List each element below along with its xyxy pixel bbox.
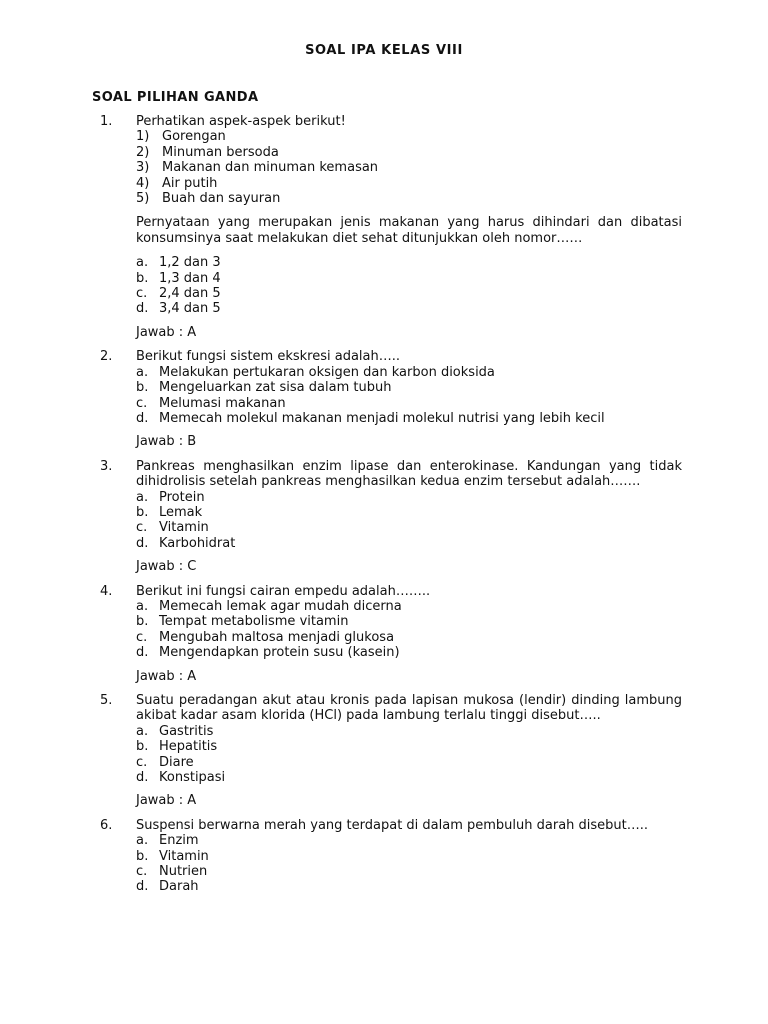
question-2 xyxy=(92,349,682,449)
aspect-list xyxy=(136,129,682,206)
item-number: 1) xyxy=(136,129,150,145)
option-text: Darah xyxy=(159,879,199,895)
option-text: Tempat metabolisme vitamin xyxy=(159,614,349,630)
question-5 xyxy=(92,693,682,809)
option-list xyxy=(136,724,682,786)
option-letter: d. xyxy=(136,879,149,895)
option-letter: d. xyxy=(136,301,149,317)
option-text: 1,2 dan 3 xyxy=(159,255,221,271)
question-6 xyxy=(92,818,682,895)
question-text: Berikut fungsi sistem ekskresi adalah….. xyxy=(136,349,401,365)
option-item xyxy=(136,271,682,286)
question-paragraph: Pernyataan yang merupakan jenis makanan yang harus dihindari dan dibatasi konsumsinya saat melakukan diet sehat ditunjukkan oleh nomor…… xyxy=(136,215,682,246)
option-item xyxy=(136,864,682,879)
list-item xyxy=(136,176,682,191)
question-number: 4. xyxy=(100,583,113,599)
option-list xyxy=(136,599,682,661)
question-list xyxy=(92,114,682,904)
option-text: Nutrien xyxy=(159,864,208,880)
option-text: Protein xyxy=(159,489,205,505)
option-letter: d. xyxy=(136,410,149,426)
option-letter: b. xyxy=(136,504,149,520)
option-text: Mengeluarkan zat sisa dalam tubuh xyxy=(159,380,392,396)
option-letter: c. xyxy=(136,754,148,770)
option-item xyxy=(136,286,682,301)
option-item xyxy=(136,301,682,316)
option-letter: c. xyxy=(136,629,148,645)
option-item xyxy=(136,365,682,380)
question-number: 3. xyxy=(100,458,113,474)
question-text: Berikut ini fungsi cairan empedu adalah…….. xyxy=(136,583,431,599)
option-item xyxy=(136,724,682,739)
page-title: SOAL IPA KELAS VIII xyxy=(305,43,463,58)
option-item xyxy=(136,833,682,848)
option-item xyxy=(136,645,682,660)
question-number: 6. xyxy=(100,817,113,833)
option-text: Memecah molekul makanan menjadi molekul nutrisi yang lebih kecil xyxy=(159,410,605,426)
option-item xyxy=(136,396,682,411)
option-text: Lemak xyxy=(159,504,203,520)
option-letter: b. xyxy=(136,380,149,396)
option-text: Diare xyxy=(159,754,194,770)
option-letter: d. xyxy=(136,645,149,661)
option-text: Konstipasi xyxy=(159,770,226,786)
item-text: Buah dan sayuran xyxy=(162,191,281,207)
option-letter: a. xyxy=(136,723,149,739)
question-number: 1. xyxy=(100,114,113,129)
option-item xyxy=(136,739,682,754)
option-text: Vitamin xyxy=(159,520,209,536)
question-text: Suspensi berwarna merah yang terdapat di dalam pembuluh darah disebut….. xyxy=(136,817,649,833)
option-letter: d. xyxy=(136,770,149,786)
item-text: Gorengan xyxy=(162,129,226,145)
option-item xyxy=(136,849,682,864)
question-1 xyxy=(92,114,682,340)
option-item xyxy=(136,490,682,505)
option-item xyxy=(136,770,682,785)
option-text: Hepatitis xyxy=(159,739,218,755)
option-text: Vitamin xyxy=(159,848,209,864)
item-text: Minuman bersoda xyxy=(162,144,279,160)
question-text: Suatu peradangan akut atau kronis pada lapisan mukosa (lendir) dinding lambung akibat kadar asam klorida (HCl) pada lambung terlalu tinggi disebut….. xyxy=(136,693,682,724)
option-text: Mengubah maltosa menjadi glukosa xyxy=(159,629,395,645)
option-text: Gastritis xyxy=(159,723,214,739)
item-number: 3) xyxy=(136,160,150,176)
option-letter: c. xyxy=(136,864,148,880)
option-text: 2,4 dan 5 xyxy=(159,286,221,302)
list-item xyxy=(136,129,682,144)
option-letter: b. xyxy=(136,270,149,286)
option-text: Melakukan pertukaran oksigen dan karbon dioksida xyxy=(159,364,495,380)
option-letter: a. xyxy=(136,833,149,849)
question-text: Perhatikan aspek-aspek berikut! xyxy=(136,114,346,129)
option-item xyxy=(136,755,682,770)
option-letter: b. xyxy=(136,614,149,630)
option-letter: a. xyxy=(136,255,149,271)
option-text: 3,4 dan 5 xyxy=(159,301,221,317)
option-list xyxy=(136,255,682,317)
option-list xyxy=(136,365,682,427)
answer-text: Jawab : A xyxy=(136,793,197,809)
section-title: SOAL PILIHAN GANDA xyxy=(92,90,259,105)
option-text: 1,3 dan 4 xyxy=(159,270,221,286)
list-item xyxy=(136,145,682,160)
item-number: 5) xyxy=(136,191,150,207)
option-letter: c. xyxy=(136,395,148,411)
question-3 xyxy=(92,459,682,575)
answer-text: Jawab : B xyxy=(136,434,197,450)
answer-text: Jawab : A xyxy=(136,668,197,684)
option-item xyxy=(136,536,682,551)
item-text: Air putih xyxy=(162,175,218,191)
option-text: Karbohidrat xyxy=(159,535,236,551)
list-item xyxy=(136,191,682,206)
item-number: 4) xyxy=(136,175,150,191)
item-text: Makanan dan minuman kemasan xyxy=(162,160,379,176)
option-item xyxy=(136,879,682,894)
option-letter: d. xyxy=(136,535,149,551)
option-letter: b. xyxy=(136,739,149,755)
answer-text: Jawab : C xyxy=(136,559,197,575)
option-item xyxy=(136,599,682,614)
option-list xyxy=(136,833,682,895)
option-list xyxy=(136,490,682,552)
option-item xyxy=(136,411,682,426)
option-letter: c. xyxy=(136,286,148,302)
question-number: 2. xyxy=(100,349,113,365)
option-text: Melumasi makanan xyxy=(159,395,286,411)
item-number: 2) xyxy=(136,144,150,160)
answer-text: Jawab : A xyxy=(136,324,197,340)
option-letter: a. xyxy=(136,598,149,614)
option-letter: a. xyxy=(136,364,149,380)
option-letter: b. xyxy=(136,848,149,864)
question-4 xyxy=(92,584,682,684)
option-item xyxy=(136,520,682,535)
option-item xyxy=(136,505,682,520)
option-text: Memecah lemak agar mudah dicerna xyxy=(159,598,402,614)
option-item xyxy=(136,630,682,645)
option-item xyxy=(136,380,682,395)
option-letter: a. xyxy=(136,489,149,505)
option-text: Enzim xyxy=(159,833,199,849)
question-number: 5. xyxy=(100,693,113,708)
list-item xyxy=(136,160,682,175)
option-text: Mengendapkan protein susu (kasein) xyxy=(159,645,400,661)
option-item xyxy=(136,255,682,270)
option-item xyxy=(136,614,682,629)
option-letter: c. xyxy=(136,520,148,536)
question-text: Pankreas menghasilkan enzim lipase dan enterokinase. Kandungan yang tidak dihidrolisis setelah pankreas menghasilkan kedua enzim tersebut adalah……. xyxy=(136,458,682,490)
